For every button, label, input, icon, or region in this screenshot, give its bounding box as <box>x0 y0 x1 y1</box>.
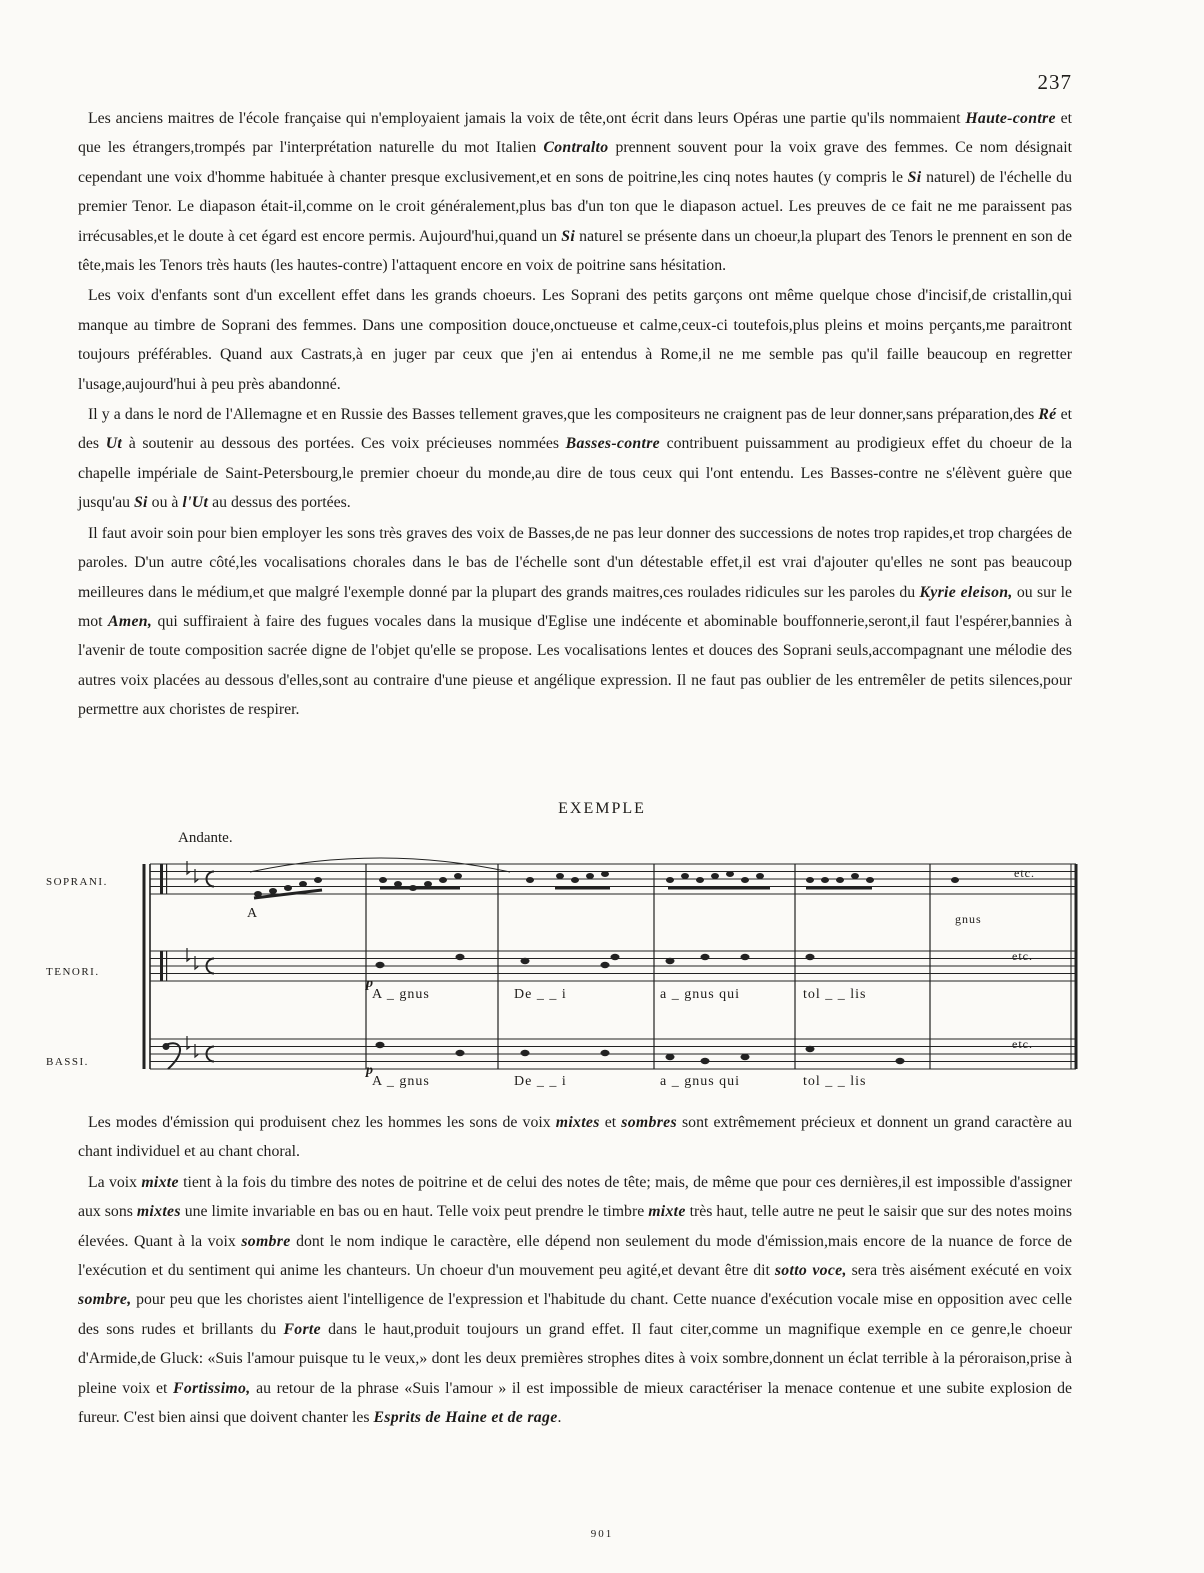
note-head <box>454 873 462 879</box>
paragraph <box>78 281 1072 399</box>
note-head <box>951 877 959 883</box>
note-head <box>284 885 292 891</box>
note-head <box>601 871 609 877</box>
text-run: Les voix d'enfants sont d'un excellent effet dans les grands choeurs. Les Soprani des petits garçons ont même quelque chose d'incisif,de cristallin,qui manque au timbre de Soprani des femmes. Dans une composition douce,onctueuse et calme,ceux-ci toutefois,plus pleins et moins perçants,me paraitront toujours préférables. Quand aux Castrats,à en juger par ceux que j'en ai entendus à Rome,il ne me semble pas qu'il faille beaucoup en regretter l'usage,aujourd'hui à peu près abandonné. <box>78 287 1072 393</box>
emphasized-term: Amen, <box>108 612 153 630</box>
note-head <box>526 877 534 883</box>
note-head <box>701 954 710 960</box>
text-block-top <box>78 104 1072 725</box>
note-head <box>896 1058 905 1064</box>
voice-label-tenori: TENORI. <box>46 966 100 978</box>
example-title: EXEMPLE <box>558 800 646 817</box>
text-run: tient à la fois du timbre des notes de poitrine et de celui des notes de tête; mais, de même que pour ces dernières,il est impossible d'assigner aux sons <box>78 1173 1073 1221</box>
text-run: dans le haut,produit toujours un grand effet. Il faut citer,comme un magnifique exemple en ce genre,le choeur d'Armide,de Gluck: «Suis l'amour puisque tu le veux,» dont les deux premières strophes dites à voix sombre,donnent un éclat terrible à la péroraison,prise à pleine voix et <box>78 1320 1072 1397</box>
note-head <box>701 1058 710 1064</box>
note-head <box>439 877 447 883</box>
text-run: au retour de la phrase «Suis l'amour » il est impossible de mieux caractériser la menace contenue et une subite explosion de fureur. C'est bien ainsi que doivent chanter les <box>78 1379 1072 1427</box>
note-head <box>394 881 402 887</box>
note-head <box>571 877 579 883</box>
lyric-tenor-etc: etc. <box>1012 949 1033 963</box>
note-head <box>314 877 322 883</box>
note-head <box>269 888 277 894</box>
note-head <box>666 958 675 964</box>
note-head <box>851 873 859 879</box>
text-run: une limite invariable en bas ou en haut. Telle voix peut prendre le timbre <box>180 1203 649 1221</box>
dynamic-bass-p: p <box>366 1063 374 1078</box>
note-head <box>376 1042 385 1048</box>
emphasized-term: sombre, <box>78 1291 132 1309</box>
note-head <box>741 954 750 960</box>
note-head <box>601 962 610 968</box>
paragraph <box>78 1108 1072 1167</box>
note-head <box>586 873 594 879</box>
note-head <box>299 881 307 887</box>
text-block-bottom <box>78 1108 1072 1432</box>
paragraph <box>78 104 1072 280</box>
emphasized-term: Contralto <box>543 139 609 157</box>
lyric-bass-3: a _ gnus qui <box>660 1074 741 1089</box>
note-head <box>806 877 814 883</box>
flat-icon <box>187 861 190 874</box>
paragraph <box>78 519 1072 725</box>
flat-icon <box>187 1036 190 1049</box>
slur <box>250 858 510 872</box>
lyric-bass-etc: etc. <box>1012 1037 1033 1051</box>
note-head <box>611 954 620 960</box>
page-number: 237 <box>1037 70 1072 94</box>
note-head <box>726 871 734 877</box>
emphasized-term: Kyrie eleison, <box>919 583 1013 601</box>
emphasized-term: mixtes <box>555 1114 600 1131</box>
note-head <box>821 877 829 883</box>
emphasized-term: sombre <box>241 1232 291 1250</box>
voice-label-bassi: BASSI. <box>46 1056 89 1068</box>
paragraph <box>78 400 1072 518</box>
text-run: naturel) de l'échelle du premier Tenor. Le diapason était-il,comme on le croit généralement,plus bas d'un ton que le diapason actuel. Les preuves de ce fait ne me paraissent pas irrécusables,et le doute à cet égard est encore permis. Aujourd'hui,quand un <box>78 168 1072 245</box>
c-clef-icon <box>160 951 163 981</box>
note-head <box>521 958 530 964</box>
emphasized-term: sotto voce, <box>774 1262 847 1280</box>
lyric-bass-2: De _ _ i <box>514 1074 567 1089</box>
emphasized-term: Forte <box>283 1320 321 1338</box>
text-run: pour peu que les choristes aient l'intelligence de l'expression et l'habitude du chant. Cette nuance d'exécution vocale mise en opposition avec celle des sons rudes et brillants du <box>78 1291 1072 1338</box>
text-run: dont le nom indique le caractère, elle dépend non seulement du mode d'émission,mais encore de la nuance de force de l'exécution et du sentiment qui anime les chanteurs. Un choeur d'un mouvement peu agité,et devant être dit <box>78 1232 1073 1280</box>
text-run: prennent souvent pour la voix grave des femmes. Ce nom désignait cependant une voix d'homme habituée à chanter presque exclusivement,et en sons de poitrine,les cinq notes hautes (y compris le <box>78 139 1072 186</box>
text-run: au dessus des portées. <box>208 494 351 512</box>
text-run: ou sur le mot <box>78 583 1072 630</box>
flat-icon <box>195 1044 198 1057</box>
text-run: à soutenir au dessous des portées. Ces voix précieuses nommées <box>122 435 566 453</box>
flat-icon <box>187 948 190 961</box>
lyric-tenor-4: tol _ _ lis <box>803 987 867 1002</box>
note-head <box>741 877 749 883</box>
note-head <box>456 954 465 960</box>
emphasized-term: Fortissimo, <box>172 1379 251 1397</box>
note-head <box>806 1046 815 1052</box>
note-head <box>711 873 719 879</box>
text-run: et des <box>78 406 1073 453</box>
lyric-bass-4: tol _ _ lis <box>803 1074 867 1089</box>
emphasized-term: mixte <box>648 1203 686 1221</box>
flat-icon <box>195 956 198 969</box>
emphasized-term: Haute-contre <box>965 110 1056 127</box>
note-head <box>424 881 432 887</box>
note-head <box>456 1050 465 1056</box>
c-clef-icon <box>166 864 167 894</box>
lyric-tenor-2: De _ _ i <box>514 987 567 1002</box>
text-run: Il faut avoir soin pour bien employer les sons très graves des voix de Basses,de ne pas leur donner des successions de notes trop rapides,et trop chargées de paroles. D'un autre côté,les vocalisations chorales dans le bas de l'échelle sont d'un détestable effet,il est vrai d'ajouter qu'elles ne sont pas beaucoup meilleures dans le médium,et que malgré l'exemple donné par la plupart des grands maitres,ces roulades ridicules sur les paroles du <box>78 524 1072 601</box>
text-run: sont extrêmement précieux et donnent un grand caractère au chant individuel et au chant choral. <box>78 1114 1072 1161</box>
text-run: et <box>599 1114 622 1131</box>
emphasized-term: mixte <box>141 1173 179 1191</box>
emphasized-term: Si <box>907 168 922 186</box>
note-head <box>379 877 387 883</box>
text-run: contribuent puissamment au prodigieux effet du choeur de la chapelle impériale de Saint-Petersbourg,le premier choeur du monde,au dire de tous ceux qui l'ont entendu. Les Basses-contre ne s'élèvent guère que jusqu'au <box>78 435 1072 512</box>
note-head <box>666 877 674 883</box>
note-head <box>521 1050 530 1056</box>
text-run: Les anciens maitres de l'école française qui n'employaient jamais la voix de tête,ont écrit dans leurs Opéras une partie qu'ils nommaient <box>88 110 966 127</box>
note-head <box>376 962 385 968</box>
lyric-soprano-gnus: gnus <box>955 912 982 926</box>
note-head <box>666 1054 675 1060</box>
text-run: Les modes d'émission qui produisent chez les hommes les sons de voix <box>88 1114 556 1131</box>
emphasized-term: Ut <box>105 435 123 453</box>
note-head <box>741 1054 750 1060</box>
text-run: . <box>557 1409 562 1427</box>
emphasized-term: Si <box>133 494 148 512</box>
text-run: très haut, telle autre ne peut le saisir que sur des notes moins élevées. Quant à la voix <box>78 1203 1072 1250</box>
text-run: La voix <box>88 1173 142 1191</box>
c-clef-icon <box>166 951 167 981</box>
flat-icon <box>195 869 198 882</box>
footer-signature: 901 <box>590 1528 614 1540</box>
tempo-marking: Andante. <box>178 830 233 846</box>
text-run: ou à <box>147 494 183 512</box>
note-head <box>696 877 704 883</box>
lyric-tenor-3: a _ gnus qui <box>660 987 741 1002</box>
emphasized-term: Ré <box>1038 406 1057 424</box>
note-head <box>866 877 874 883</box>
note-head <box>601 1050 610 1056</box>
text-run: et que les étrangers,trompés par l'interprétation naturelle du mot Italien <box>78 110 1072 157</box>
emphasized-term: Basses-contre <box>565 435 660 453</box>
lyric-bass-1: A _ gnus <box>372 1074 430 1089</box>
emphasized-term: sombres <box>621 1114 677 1131</box>
text-run: qui suffiraient à faire des fugues vocales dans la musique d'Eglise une indécente et abominable bouffonnerie,seront,il faut l'espérer,bannies à l'avenir de toute composition sacrée digne de l'objet qu'elle se propose. Les vocalisations lentes et douces des Soprani seuls,accompagnant une mélodie des autres voix placées au dessous d'elles,sont au contraire d'une pieuse et angélique expression. Il ne faut pas oublier de les entremêler de petits silences,pour permettre aux choristes de respirer. <box>78 612 1072 719</box>
c-clef-icon <box>160 864 163 894</box>
text-run: sera très aisément exécuté en voix <box>846 1262 1073 1280</box>
text-run: Il y a dans le nord de l'Allemagne et en Russie des Basses tellement graves,que les compositeurs ne craignent pas de leur donner,sans préparation,des <box>88 406 1039 424</box>
voice-label-soprani: SOPRANI. <box>46 876 108 888</box>
note-head <box>556 873 564 879</box>
emphasized-term: Si <box>561 227 576 245</box>
note-head <box>756 873 764 879</box>
text-run: naturel se présente dans un choeur,la plupart des Tenors le prennent en son de tête,mais les Tenors très hauts (les hautes-contre) l'attaquent encore en voix de poitrine sans hésitation. <box>78 227 1072 275</box>
dynamic-tenor-p: p <box>366 976 374 991</box>
lyric-soprano-a: A <box>247 906 259 921</box>
emphasized-term: l'Ut <box>182 494 209 512</box>
emphasized-term: mixtes <box>136 1203 181 1221</box>
note-head <box>806 954 815 960</box>
score-staves <box>144 858 1076 1069</box>
paragraph <box>78 1168 1072 1433</box>
note-head <box>836 877 844 883</box>
lyric-tenor-1: A _ gnus <box>372 987 430 1002</box>
emphasized-term: Esprits de Haine et de rage <box>373 1409 558 1427</box>
lyric-soprano-etc: etc. <box>1014 866 1035 880</box>
note-head <box>681 873 689 879</box>
